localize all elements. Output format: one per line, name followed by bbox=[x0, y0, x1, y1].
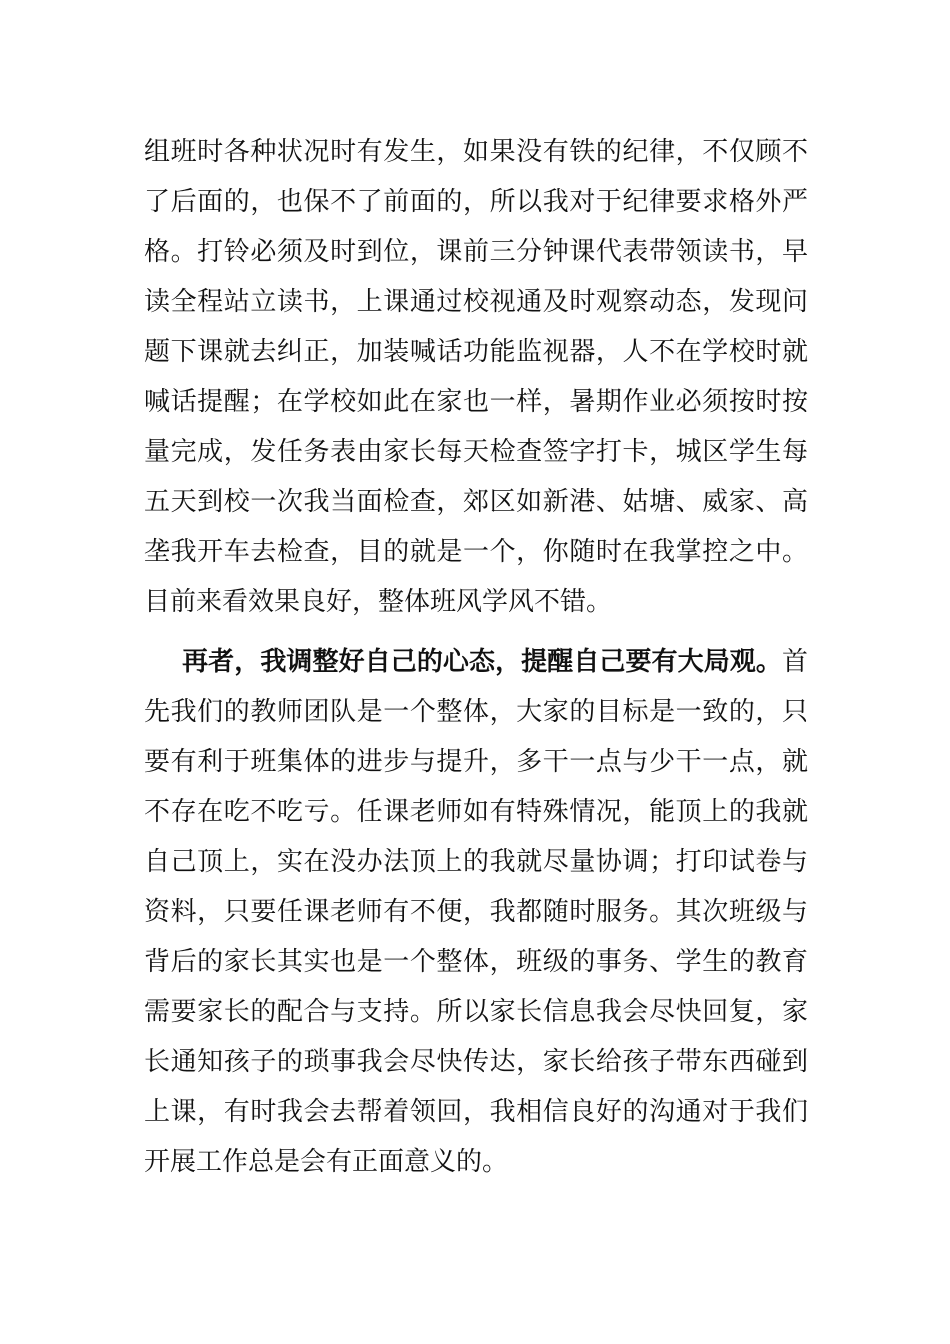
paragraph-line: 需要家长的配合与支持。所以家长信息我会尽快回复，家 bbox=[144, 997, 808, 1027]
paragraph-line: 喊话提醒；在学校如此在家也一样，暑期作业必须按时按 bbox=[144, 387, 808, 417]
paragraph-line: 长通知孩子的琐事我会尽快传达，家长给孩子带东西碰到 bbox=[144, 1047, 808, 1077]
paragraph-line: 背后的家长其实也是一个整体，班级的事务、学生的教育 bbox=[144, 947, 808, 977]
paragraph-mindset bbox=[144, 637, 808, 1187]
paragraph-line: 目前来看效果良好，整体班风学风不错。 bbox=[144, 587, 613, 617]
paragraph-line: 组班时各种状况时有发生，如果没有铁的纪律，不仅顾不 bbox=[144, 137, 808, 167]
paragraph-line: 垄我开车去检查，目的就是一个，你随时在我掌控之中。 bbox=[144, 537, 808, 567]
paragraph-discipline bbox=[144, 127, 808, 627]
paragraph-line: 五天到校一次我当面检查，郊区如新港、姑塘、威家、高 bbox=[144, 487, 808, 517]
paragraph-lead-bold: 再者，我调整好自己的心态，提醒自己要有大局观。 bbox=[182, 647, 782, 677]
paragraph-line: 先我们的教师团队是一个整体，大家的目标是一致的，只 bbox=[144, 697, 808, 727]
paragraph-line: 不存在吃不吃亏。任课老师如有特殊情况，能顶上的我就 bbox=[144, 797, 808, 827]
paragraph-line: 读全程站立读书，上课通过校视通及时观察动态，发现问 bbox=[144, 287, 808, 317]
paragraph-line: 上课，有时我会去帮着领回，我相信良好的沟通对于我们 bbox=[144, 1097, 808, 1127]
paragraph-line: 开展工作总是会有正面意义的。 bbox=[144, 1147, 509, 1177]
paragraph-line: 自己顶上，实在没办法顶上的我就尽量协调；打印试卷与 bbox=[144, 847, 808, 877]
paragraph-line: 题下课就去纠正，加装喊话功能监视器，人不在学校时就 bbox=[144, 337, 808, 367]
paragraph-first-line-rest: 首 bbox=[781, 647, 808, 677]
paragraph-line: 资料，只要任课老师有不便，我都随时服务。其次班级与 bbox=[144, 897, 808, 927]
paragraph-line: 量完成，发任务表由家长每天检查签字打卡，城区学生每 bbox=[144, 437, 808, 467]
paragraph-first-line bbox=[144, 637, 808, 687]
paragraph-line: 格。打铃必须及时到位，课前三分钟课代表带领读书，早 bbox=[144, 237, 808, 267]
paragraph-line: 了后面的，也保不了前面的，所以我对于纪律要求格外严 bbox=[144, 187, 808, 217]
paragraph-line: 要有利于班集体的进步与提升，多干一点与少干一点，就 bbox=[144, 747, 808, 777]
